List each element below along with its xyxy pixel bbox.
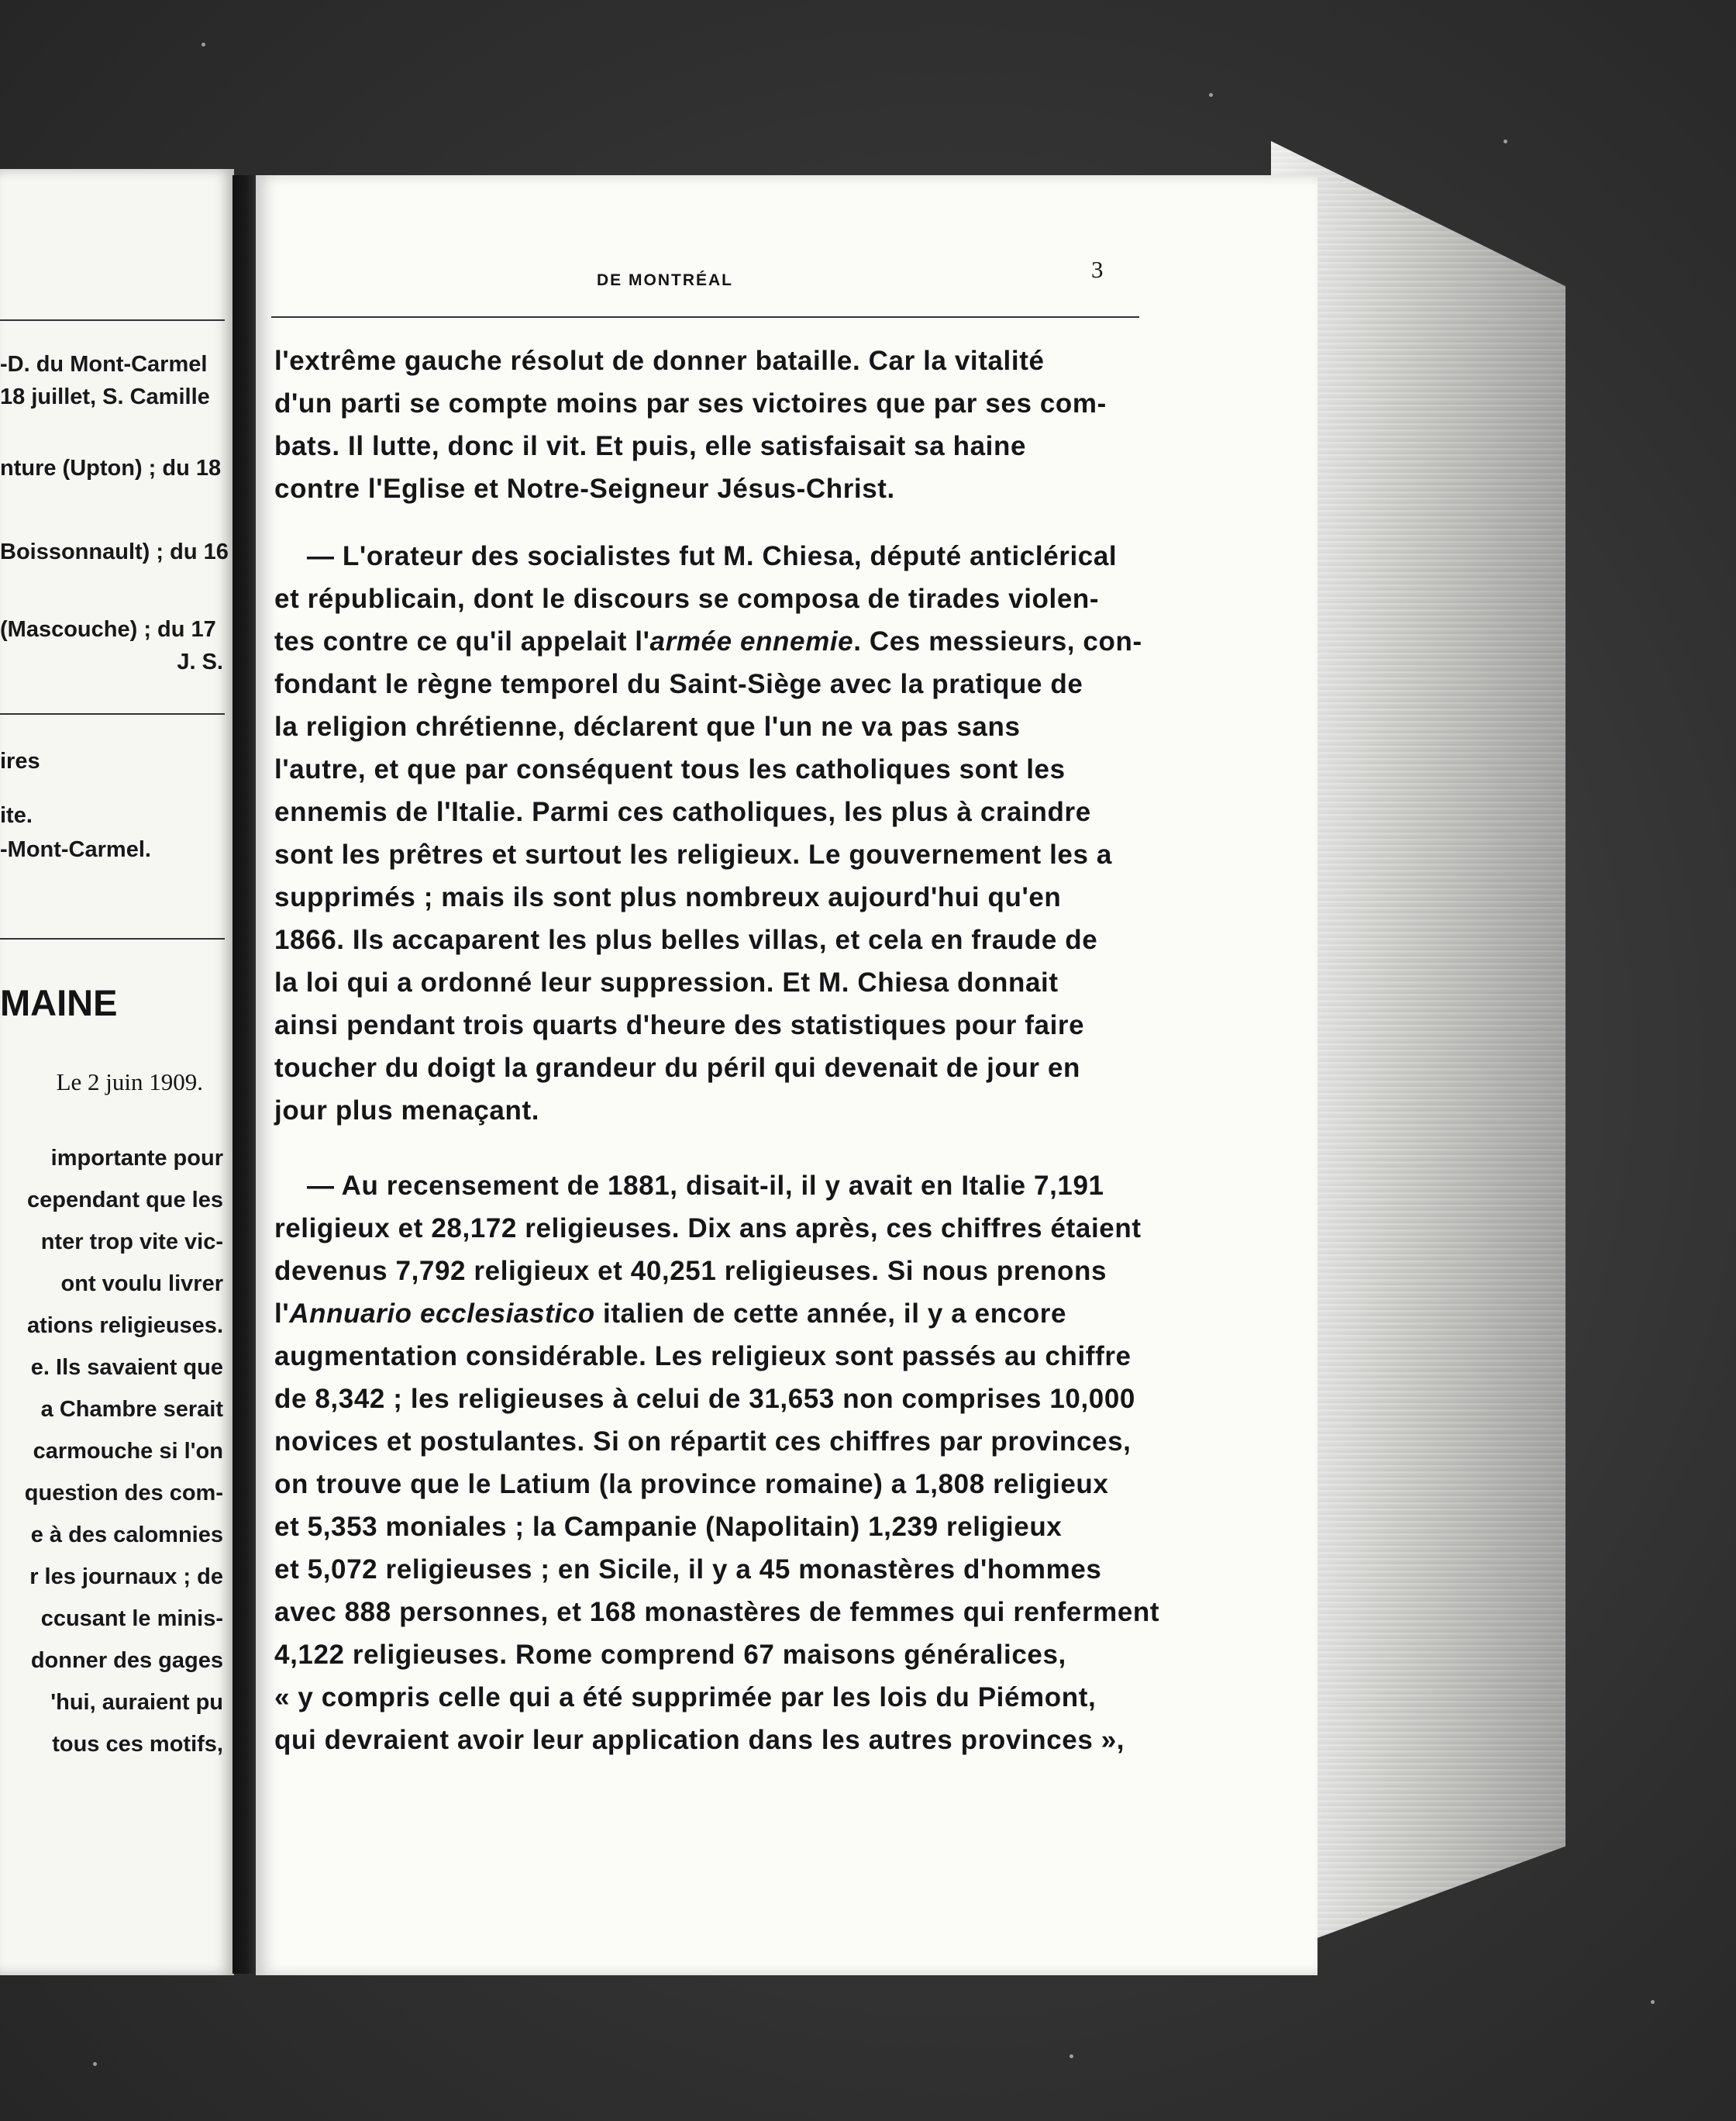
left-page-line: -Mont-Carmel.: [0, 837, 151, 862]
body-line: on trouve que le Latium (la province romaine) a 1,808 religieux: [274, 1469, 1109, 1499]
left-page-rule: [0, 319, 225, 321]
left-page-date: Le 2 juin 1909.: [56, 1068, 203, 1095]
left-page-line: donner des gages: [30, 1648, 223, 1673]
body-line: 4,122 religieuses. Rome comprend 67 maisons généralices,: [274, 1640, 1066, 1670]
body-line: religieux et 28,172 religieuses. Dix ans après, ces chiffres étaient: [274, 1213, 1142, 1243]
film-speck: [93, 2062, 97, 2066]
left-page-line: (Mascouche) ; du 17: [0, 617, 216, 642]
body-line: et 5,072 religieuses ; en Sicile, il y a 45 monastères d'hommes: [274, 1554, 1102, 1585]
body-line: qui devraient avoir leur application dans les autres provinces »,: [274, 1725, 1125, 1755]
body-line-segment: . Ces messieurs, con-: [853, 626, 1142, 657]
italic-phrase: Annuario ecclesiastico: [289, 1298, 595, 1329]
left-page-line: nter trop vite vic-: [40, 1229, 223, 1254]
body-line: [274, 626, 1142, 657]
body-line: [274, 1298, 1066, 1330]
body-line: « y compris celle qui a été supprimée par les lois du Piémont,: [274, 1682, 1097, 1712]
body-line: devenus 7,792 religieux et 40,251 religieuses. Si nous prenons: [274, 1256, 1107, 1286]
body-line: augmentation considérable. Les religieux sont passés au chiffre: [274, 1341, 1132, 1371]
left-page-line: a Chambre serait: [40, 1397, 223, 1422]
body-line: ennemis de l'Italie. Parmi ces catholiques, les plus à craindre: [274, 797, 1091, 827]
header-rule: [271, 316, 1139, 318]
body-line: d'un parti se compte moins par ses victoires que par ses com-: [274, 388, 1107, 419]
italic-phrase: armée ennemie: [649, 626, 854, 657]
film-speck: [1651, 2000, 1655, 2004]
film-speck: [1504, 140, 1507, 143]
left-page-line: cependant que les: [26, 1188, 223, 1212]
left-page-line: importante pour: [50, 1146, 223, 1171]
body-line: l'extrême gauche résolut de donner bataille. Car la vitalité: [274, 346, 1045, 376]
body-line: ainsi pendant trois quarts d'heure des statistiques pour faire: [274, 1010, 1085, 1040]
left-page-line: question des com-: [24, 1481, 223, 1505]
left-page-line: ations religieuses.: [26, 1313, 223, 1338]
body-line: sont les prêtres et surtout les religieux. Le gouvernement les a: [274, 840, 1112, 870]
left-page-line: 18 juillet, S. Camille: [0, 385, 210, 409]
left-page-heading: MAINE: [0, 982, 118, 1023]
left-page-line: ccusant le minis-: [40, 1606, 223, 1631]
left-page-line: ires: [0, 749, 40, 774]
left-page-rule: [0, 713, 225, 715]
running-head: DE MONTRÉAL: [597, 271, 733, 289]
body-line-segment: tes contre ce qu'il appelait l': [274, 626, 650, 657]
left-page-line: 'hui, auraient pu: [50, 1690, 223, 1715]
film-speck: [1070, 2054, 1073, 2058]
book-gutter: [232, 175, 256, 1974]
body-line-segment: italien de cette année, il y a encore: [594, 1298, 1067, 1329]
left-facing-page: [0, 169, 234, 1975]
body-line: la loi qui a ordonné leur suppression. Et M. Chiesa donnait: [274, 967, 1059, 998]
body-line: supprimés ; mais ils sont plus nombreux aujourd'hui qu'en: [274, 882, 1062, 912]
film-speck: [1209, 93, 1213, 97]
body-line: avec 888 personnes, et 168 monastères de femmes qui renferment: [274, 1597, 1160, 1627]
body-line: fondant le règne temporel du Saint-Siège avec la pratique de: [274, 669, 1083, 699]
left-page-rule: [0, 938, 225, 940]
body-line: — Au recensement de 1881, disait-il, il y avait en Italie 7,191: [307, 1171, 1104, 1201]
body-line: et républicain, dont le discours se composa de tirades violen-: [274, 584, 1100, 614]
left-page-line: Boissonnault) ; du 16: [0, 540, 229, 564]
left-page-line: carmouche si l'on: [33, 1439, 223, 1464]
body-line: jour plus menaçant.: [274, 1095, 540, 1126]
left-page-line: nture (Upton) ; du 18: [0, 456, 222, 481]
body-line: — L'orateur des socialistes fut M. Chiesa, député anticlérical: [307, 541, 1118, 571]
left-page-line: e à des calomnies: [30, 1523, 223, 1547]
body-line: bats. Il lutte, donc il vit. Et puis, elle satisfaisait sa haine: [274, 431, 1027, 461]
left-page-line: ite.: [0, 803, 33, 828]
body-line-segment: l': [274, 1298, 290, 1329]
body-line: l'autre, et que par conséquent tous les catholiques sont les: [274, 754, 1066, 785]
body-line: contre l'Eglise et Notre-Seigneur Jésus-Christ.: [274, 474, 895, 504]
left-page-line: J. S.: [177, 650, 223, 674]
body-line: et 5,353 moniales ; la Campanie (Napolitain) 1,239 religieux: [274, 1512, 1063, 1542]
left-page-line: tous ces motifs,: [52, 1732, 223, 1757]
body-line: novices et postulantes. Si on répartit ces chiffres par provinces,: [274, 1426, 1132, 1457]
left-page-line: r les journaux ; de: [29, 1564, 223, 1589]
left-page-line: ont voulu livrer: [60, 1271, 223, 1296]
body-line: 1866. Ils accaparent les plus belles villas, et cela en fraude de: [274, 925, 1098, 955]
film-speck: [202, 43, 205, 47]
body-line: toucher du doigt la grandeur du péril qui devenait de jour en: [274, 1053, 1081, 1083]
left-page-line: -D. du Mont-Carmel: [0, 352, 208, 377]
body-line: de 8,342 ; les religieuses à celui de 31,653 non comprises 10,000: [274, 1384, 1135, 1414]
body-line: la religion chrétienne, déclarent que l'un ne va pas sans: [274, 712, 1021, 742]
left-page-line: e. Ils savaient que: [30, 1355, 223, 1380]
page-number: 3: [1091, 256, 1104, 283]
